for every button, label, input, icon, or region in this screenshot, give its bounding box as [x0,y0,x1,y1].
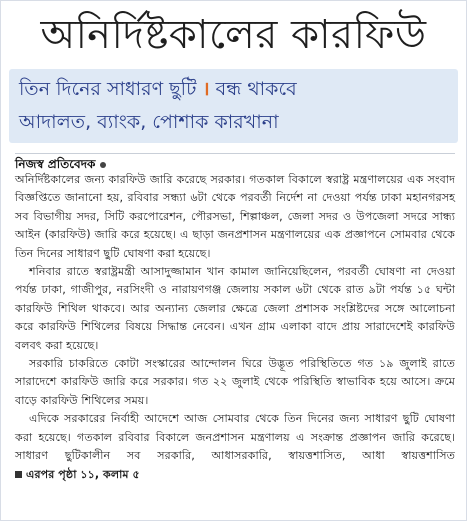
paragraph-1: অনির্দিষ্টকালের জন্য কারফিউ জারি করেছে সরকার। গতকাল বিকালে স্বরাষ্ট্র মন্ত্রণালয়ের এক সংবাদ বিজ্ঞপ্তিতে জানানো হয়, রবিবার সন্ধ্যা ৬টা থেকে পরবর্তী নির্দেশ না দেওয়া পর্যন্ত ঢাকা মহানগরসহ সব বিভাগীয় সদর, সিটি করপোরেশন, পৌরসভা, শিল্পাঞ্চল, জেলা সদর ও উপজেলা সদরে সান্ধ্য আইন (কারফিউ) জারি করে হয়েছে। এ ছাড়া জনপ্রশাসন মন্ত্রণালয়ের এক প্রজ্ঞাপনে সোমবার থেকে তিন দিনের সাধারণ ছুটি ঘোষণা করা হয়েছে। [15,173,455,260]
sub-headline-line-2: আদালত, ব্যাংক, পোশাক কারখানা [19,111,279,133]
continued-text: এরপর পৃষ্ঠা ১১, কলাম ৫ [26,467,140,481]
square-bullet-icon [15,471,22,478]
divider [15,153,455,154]
byline-text: নিজস্ব প্রতিবেদক [15,157,96,171]
sub-headline-box [9,69,458,143]
bullet-icon [100,162,106,168]
sub-headline-part-2: বন্ধ থাকবে [215,78,297,100]
article-body [15,171,455,484]
paragraph-2: শনিবার রাতে স্বরাষ্ট্রমন্ত্রী আসাদুজ্জামান খান কামাল জানিয়েছিলেন, পরবর্তী ঘোষণা না দেওয়া পর্যন্ত ঢাকা, গাজীপুর, নরসিংদী ও নারায়ণগঞ্জ জেলায় সকাল ৬টা থেকে রাত ৯টা পর্যন্ত ১৫ ঘন্টা কারফিউ শিথিল থাকবে। আর অন্যান্য জেলার ক্ষেত্রে জেলা প্রশাসক সংশ্লিষ্টদের সঙ্গে আলোচনা করে কারফিউ শিথিলের বিষয়ে সিদ্ধান্ত নেবেন। এখন গ্রাম এলাকা বাদে প্রায় সারাদেশেই কারফিউ বলবৎ করা হয়েছে। [15,265,455,352]
paragraph-4 [15,410,455,484]
paragraph-3: সরকারি চাকরিতে কোটা সংস্কারের আন্দোলন ঘিরে উদ্ভূত পরিস্থিতিতে গত ১৯ জুলাই রাতে সারাদেশে কারফিউ জারি করে সরকার। গত ২২ জুলাই থেকে পরিস্থিতি স্বাভাবিক হয়ে আসে। ক্রমে বাড়ে কারফিউ শিথিলের সময়। [15,357,455,407]
sub-headline-line-1 [19,73,448,106]
sub-headline-separator: । [202,78,210,100]
paragraph-4-text: এদিকে সরকারের নির্বাহী আদেশে আজ সোমবার থেকে তিন দিনের জন্য সাধারণ ছুটি ঘোষণা করা হয়েছে। গতকাল রবিবার বিকালে জনপ্রশাসন মন্ত্রণালয় এ সংক্রান্ত প্রজ্ঞাপন জারি করেছে। সাধারণ ছুটিকালীন সব সরকারি, আধাসরকারি, স্বায়ত্তশাসিত, আধা স্বায়ত্তশাসিত [15,412,455,463]
continued-on-page [15,468,140,481]
headline: অনির্দিষ্টকালের কারফিউ [40,12,427,58]
sub-headline-part-1: তিন দিনের সাধারণ ছুটি [19,78,197,100]
